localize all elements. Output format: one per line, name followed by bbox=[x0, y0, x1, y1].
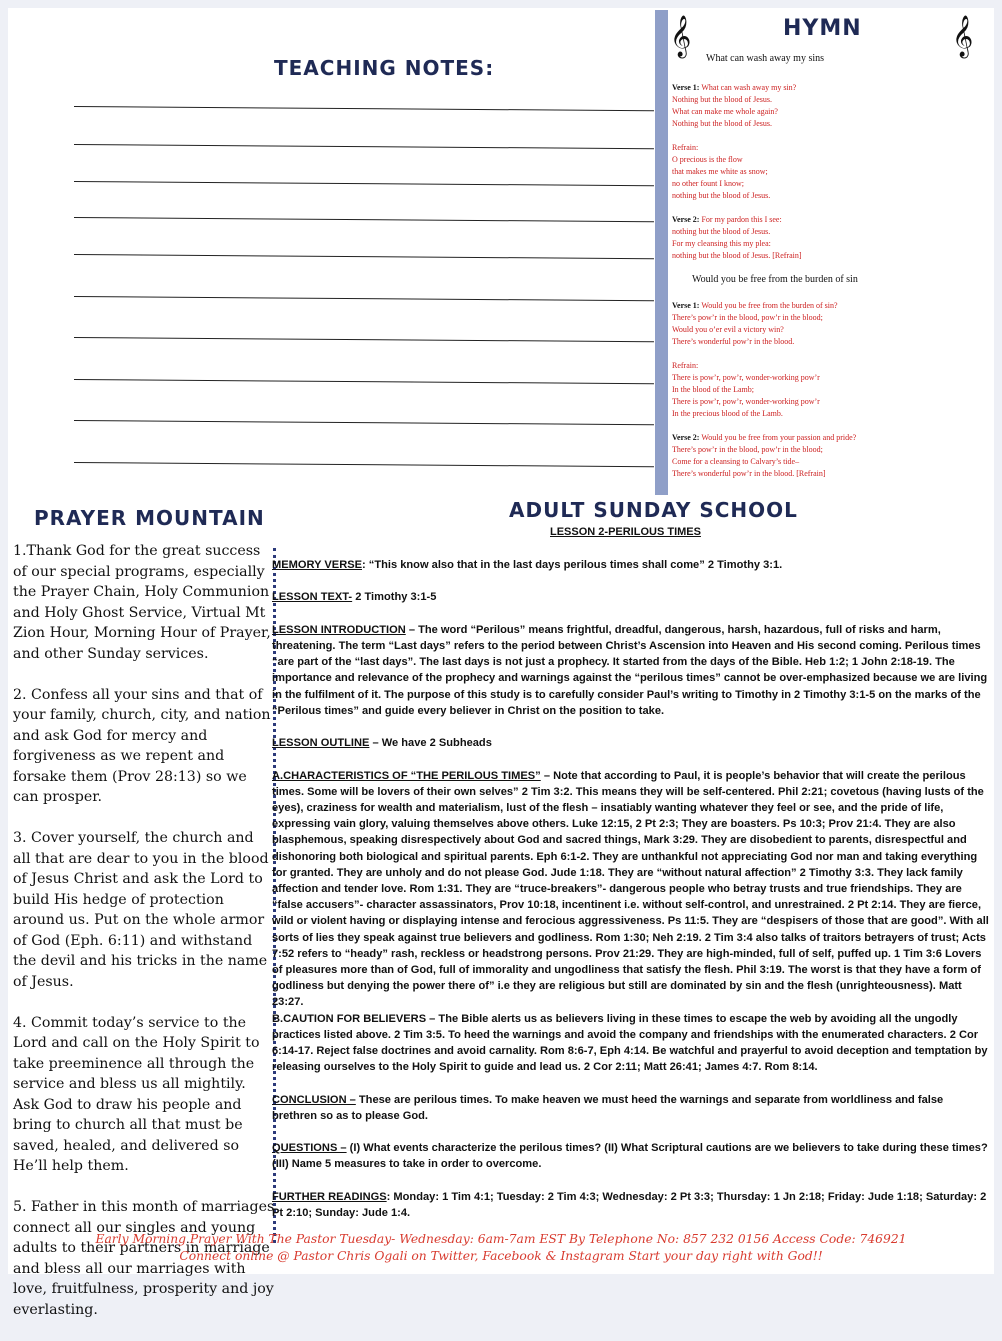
notes-line bbox=[74, 337, 654, 342]
lesson-text bbox=[272, 589, 990, 605]
hymn1-verse1 bbox=[672, 82, 802, 130]
refrain-line: There is pow’r, pow’r, wonder-working pow’r bbox=[672, 397, 820, 406]
refrain-line: In the blood of the Lamb; bbox=[672, 385, 754, 394]
outline-text: – We have 2 Subheads bbox=[369, 737, 492, 750]
lesson-text-ref: 2 Timothy 3:1-5 bbox=[352, 591, 437, 604]
verse-line: Nothing but the blood of Jesus. bbox=[672, 119, 772, 128]
footer-line-1: Early Morning Prayer With The Pastor Tuesday- Wednesday: 6am-7am EST By Telephone No: 857 232 0156 Access Code: 746921 bbox=[95, 1232, 907, 1246]
memory-verse-text: : “This know also that in the last days perilous times shall come” 2 Timothy 3:1. bbox=[362, 559, 783, 571]
lesson-body bbox=[272, 557, 990, 1237]
verse-label: Verse 2: bbox=[672, 433, 700, 442]
notes-line bbox=[74, 379, 654, 384]
subhead-a-label: A.CHARACTERISTICS OF “THE PERILOUS TIMES” bbox=[272, 769, 541, 782]
hymn-divider-bar bbox=[655, 10, 668, 495]
memory-verse-label: MEMORY VERSE bbox=[272, 559, 363, 571]
treble-clef-icon: 𝄞 bbox=[952, 16, 974, 57]
bulletin-page bbox=[8, 8, 994, 1318]
notes-line bbox=[74, 181, 654, 186]
verse-line: There’s wonderful pow’r in the blood. [Refrain] bbox=[672, 469, 826, 478]
verse-line: There’s pow’r in the blood, pow’r in the blood; bbox=[672, 445, 823, 454]
hymn1-refrain bbox=[672, 142, 802, 202]
conclusion-label: CONCLUSION – bbox=[272, 1093, 356, 1106]
hymn2-verse1 bbox=[672, 300, 856, 348]
further-readings bbox=[272, 1189, 990, 1221]
conclusion-text: These are perilous times. To make heaven we must heed the warnings and separate from worldliness and false brethren so as to please God. bbox=[272, 1093, 944, 1122]
refrain-line: In the precious blood of the Lamb. bbox=[672, 409, 783, 418]
treble-clef-icon: 𝄞 bbox=[670, 16, 692, 57]
refrain-line: There is pow’r, pow’r, wonder-working pow’r bbox=[672, 373, 820, 382]
verse-first-line: What can wash away my sin? bbox=[701, 83, 797, 92]
introduction-label: LESSON INTRODUCTION bbox=[272, 623, 406, 636]
verse-first-line: Would you be free from your passion and pride? bbox=[701, 433, 857, 442]
hymn2-title: Would you be free from the burden of sin bbox=[692, 274, 858, 285]
prayer-list bbox=[13, 541, 275, 1341]
notes-line bbox=[74, 106, 654, 111]
refrain-label: Refrain: bbox=[672, 143, 699, 152]
footer-line-2: Connect online @ Pastor Chris Ogali on Twitter, Facebook & Instagram Start your day right with God!! bbox=[179, 1249, 823, 1263]
introduction-text: – The word “Perilous” means frightful, dreadful, dangerous, harsh, hazardous, full of risks and harm, threatening. The term “Last days” refers to the period between Christ’s Ascension into Heaven and His second coming. Perilous times “are part of the “last days”. The last days is not just a prophecy. It started from the days of the Bible. Heb 1:2; 1 John 2:18-19. The importance and relevance of the prophecy and warnings against the “perilous times” cannot be over-emphasized because we are living in the fulfilment of it. The purpose of this study is to carefully consider Paul’s writing to Timothy in 2 Timothy 3:1-5 on the marks of the “Perilous times” and guide every believer in Christ on the position to take. bbox=[272, 623, 988, 717]
sunday-school-title: ADULT SUNDAY SCHOOL bbox=[509, 498, 798, 522]
refrain-line: that makes me white as snow; bbox=[672, 167, 768, 176]
refrain-line: no other fount I know; bbox=[672, 179, 744, 188]
further-readings-text: : Monday: 1 Tim 4:1; Tuesday: 2 Tim 4:3; Wednesday: 2 Pt 3:3; Thursday: 1 Jn 2:18; Friday: Jude 1:18; Saturday: 2 Pt 2:10; Sunday: Jude 1:4. bbox=[272, 1190, 987, 1220]
prayer-item: 5. Father in this month of marriages connect all our singles and young adults to their partners in marriage and bless all our marriages with love, fruitfulness, prosperity and joy everlasting. bbox=[13, 1199, 275, 1318]
verse-label: Verse 1: bbox=[672, 83, 700, 92]
notes-line bbox=[74, 217, 654, 222]
refrain-line: O precious is the flow bbox=[672, 155, 743, 164]
hymn1-verses bbox=[672, 82, 802, 274]
subhead-a bbox=[272, 768, 990, 1011]
questions bbox=[272, 1140, 990, 1172]
verse-line: Come for a cleansing to Calvary’s tide– bbox=[672, 457, 800, 466]
subhead-b: B.CAUTION FOR BELIEVERS – The Bible alerts us as believers living in these times to escape the web by avoiding all the ungodly practices listed above. 2 Tim 3:5. To heed the warnings and avoid the company and friendships with the enumerated characters. 2 Cor 6:14-17. Reject false doctrines and avoid carnality. Rom 8:6-7, Eph 4:14. Be watchful and prayerful to avoid deception and temptation by releasing ourselves to the Holy Spirit to guide and lead us. 2 Cor 2:11; Matt 26:41; James 4:7. Rom 8:14. bbox=[272, 1012, 988, 1074]
memory-verse bbox=[272, 557, 990, 573]
verse-line: There’s wonderful pow’r in the blood. bbox=[672, 337, 795, 346]
prayer-mountain-title: PRAYER MOUNTAIN bbox=[34, 506, 265, 530]
questions-text: (I) What events characterize the perilous times? (II) What Scriptural cautions are we believers to take during these times? (III) Name 5 measures to take in order to overcome. bbox=[272, 1142, 988, 1171]
verse-label: Verse 1: bbox=[672, 301, 700, 310]
prayer-item: 1.Thank God for the great success of our special programs, especially the Prayer Chain, Holy Communion and Holy Ghost Service, Virtual Mt Zion Hour, Morning Hour of Prayer, and other Sunday services. bbox=[13, 543, 271, 662]
verse-line: Would you o’er evil a victory win? bbox=[672, 325, 784, 334]
hymn2-refrain bbox=[672, 360, 856, 420]
prayer-item: 4. Commit today’s service to the Lord and call on the Holy Spirit to take preeminence all through the service and bless us all mightily. Ask God to draw his people and bring to church all that must be saved, healed, and delivered so He’ll help them. bbox=[13, 1014, 260, 1174]
questions-label: QUESTIONS – bbox=[272, 1142, 347, 1155]
refrain-line: nothing but the blood of Jesus. bbox=[672, 191, 771, 200]
notes-line bbox=[74, 144, 654, 149]
verse-line: nothing but the blood of Jesus. bbox=[672, 227, 771, 236]
subhead-a-text: – Note that according to Paul, it is people’s behavior that will create the perilous times. Some will be lovers of their own selves” 2 Tim 3:2. This means they will be self-centered. Phil 2:21; covetous (having lusts of the eyes), craziness for wealth and materialism, lust of the flesh – insatiably wanting whatever they feel or see, and the pride of life, expressing vain glory, valuing themselves above others. Luke 12:15, 2 Pt 2:3; They are boasters. Ps 10:3; Prov 21:4. They are also blasphemous, speaking disrespectively about God and sacred things, Mark 3:29. They are disobedient to parents, disrespectful and dishonoring both biological and spiritual parents. Eph 6:1-2. They are unthankful not appreciating God nor man and taking everything for granted. They are unholy and do not please God. Jude 1:18. They are “without natural affection” 2 Timothy 3:3. They lack family affection and tender love. Rom 1:31. They are “truce-breakers”- dangerous people who betray trusts and true friendships. They are “false accusers”- character assassinators, Prov 10:18, incentinent i.e. without self-control, and unrestrained. 2 Pt 2:14. They are fierce, wild or violent having or displaying intense and ferocious aggressiveness. Ps 11:5. They are “despisers of those that are good”. With all sorts of lies they speak against true believers and godliness. Rom 1:30; Neh 2:19. 2 Tim 3:4 also talks of traitors betrayers of trust; Acts 7:52 refers to “heady” rash, reckless or headstrong persons. Prov 21:29. They are high-minded, full of self, puffed up. 1 Tim 3:6 Lovers of pleasures more than of God, full of immorality and ungodliness that satisfy the flesh. Phil 3:19. The worst is that they have a form of godliness but denying the power there of” i.e they are religious but still are dominated by sin and the flesh (unrighteousness). Matt 23:27. bbox=[272, 769, 989, 1009]
refrain-label: Refrain: bbox=[672, 361, 699, 370]
verse-line: What can make me whole again? bbox=[672, 107, 778, 116]
notes-line bbox=[74, 254, 654, 259]
teaching-notes-title: TEACHING NOTES: bbox=[274, 56, 495, 80]
hymn2-verse2 bbox=[672, 432, 856, 480]
verse-line: Nothing but the blood of Jesus. bbox=[672, 95, 772, 104]
verse-line: There’s pow’r in the blood, pow’r in the blood; bbox=[672, 313, 823, 322]
notes-line bbox=[74, 462, 654, 467]
conclusion bbox=[272, 1092, 990, 1124]
verse-line: For my cleansing this my plea: bbox=[672, 239, 771, 248]
lesson-title: LESSON 2-PERILOUS TIMES bbox=[550, 526, 701, 538]
lesson-text-label: LESSON TEXT- bbox=[272, 591, 353, 604]
verse-line: nothing but the blood of Jesus. [Refrain] bbox=[672, 251, 802, 260]
prayer-item: 3. Cover yourself, the church and all that are dear to you in the blood of Jesus Christ and ask the Lord to build His hedge of protection around us. Put on the whole armor of God (Eph. 6:11) and withstand the devil and his tricks in the name of Jesus. bbox=[13, 830, 269, 990]
outline-label: LESSON OUTLINE bbox=[272, 737, 370, 750]
hymn2-verses bbox=[672, 300, 856, 492]
verse-first-line: Would you be free from the burden of sin? bbox=[701, 301, 838, 310]
hymn-title: HYMN bbox=[783, 16, 862, 41]
notes-line bbox=[74, 420, 654, 425]
hymn1-verse2 bbox=[672, 214, 802, 262]
verse-label: Verse 2: bbox=[672, 215, 700, 224]
notes-line bbox=[74, 296, 654, 301]
further-readings-label: FURTHER READINGS bbox=[272, 1190, 387, 1203]
hymn1-title: What can wash away my sins bbox=[706, 53, 825, 64]
lesson-introduction bbox=[272, 622, 990, 719]
lesson-outline bbox=[272, 735, 990, 751]
verse-first-line: For my pardon this I see: bbox=[701, 215, 782, 224]
prayer-item: 2. Confess all your sins and that of your family, church, city, and nation and ask God for mercy and forgiveness as we repent and forsake them (Prov 28:13) so we can prosper. bbox=[13, 686, 271, 805]
